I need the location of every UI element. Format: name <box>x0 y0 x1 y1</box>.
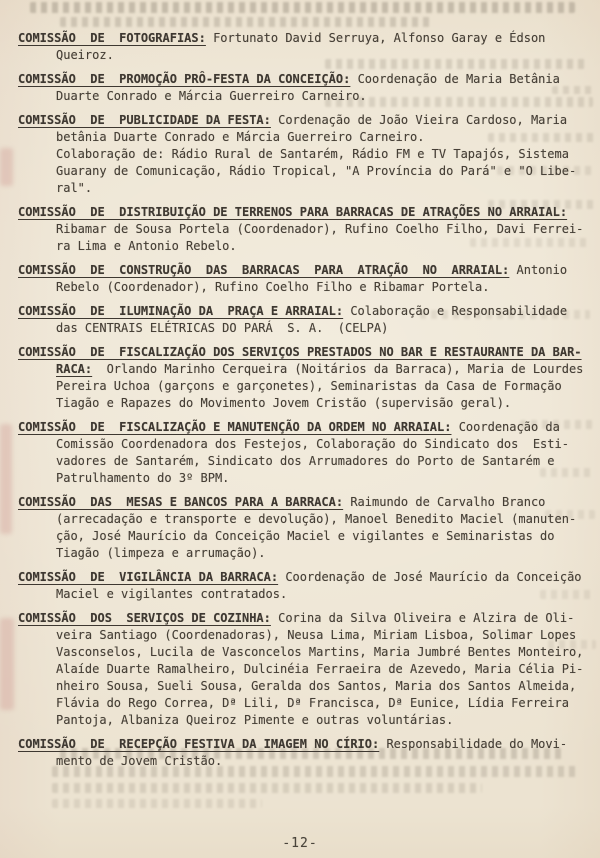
bleedthrough-text-smudge <box>52 783 482 793</box>
commission-text: Pereira Uchoa (garçons e garçonetes), Seminaristas da Casa de Formação <box>56 379 562 393</box>
commission-section-6 <box>18 303 594 337</box>
commission-text: (arrecadação e transporte e devolução), Manoel Benedito Maciel (manuten- <box>56 512 577 526</box>
text-line <box>18 545 594 562</box>
text-line <box>18 661 594 678</box>
document-content <box>18 30 594 777</box>
commission-text: Vasconselos, Lucila de Vasconcelos Martins, Maria Jumbré Bentes Monteiro, <box>56 645 584 659</box>
commission-section-5 <box>18 262 594 296</box>
commission-heading: COMISSÃO DE CONSTRUÇÃO DAS BARRACAS PARA ATRAÇÃO NO ARRAIAL: <box>18 263 510 277</box>
text-line <box>18 129 594 146</box>
bleedthrough-text-smudge <box>52 799 262 808</box>
commission-text: Fortunato David Serruya, Alfonso Garay e Édson <box>205 31 546 45</box>
commission-text: betânia Duarte Conrado e Márcia Guerreiro Carneiro. <box>56 130 425 144</box>
commission-text: Pantoja, Albaniza Queiroz Pimente e outras voluntárias. <box>56 713 454 727</box>
commission-text: Guarany de Comunicação, Rádio Tropical, "A Província do Pará" e "O Libe- <box>56 164 577 178</box>
page-number: -12- <box>282 836 318 851</box>
commission-heading: COMISSÃO DE RECEPÇÃO FESTIVA DA IMAGEM NO CÍRIO: <box>18 737 380 751</box>
text-line <box>18 361 594 378</box>
commission-text: Raimundo de Carvalho Branco <box>343 495 546 509</box>
commission-text: Coordenação da <box>451 420 560 434</box>
text-line <box>18 712 594 729</box>
commission-section-8 <box>18 419 594 487</box>
commission-section-9 <box>18 494 594 562</box>
commission-heading: RACA: <box>56 362 93 376</box>
commission-text: vadores de Santarém, Sindicato dos Arrumadores do Porto de Santarém e <box>56 454 555 468</box>
text-line <box>18 511 594 528</box>
commission-text: Orlando Marinho Cerqueira (Noitários da Barraca), Maria de Lourdes <box>92 362 584 376</box>
text-line <box>18 436 594 453</box>
bleedthrough-text-smudge <box>60 17 430 27</box>
commission-heading: COMISSÃO DAS MESAS E BANCOS PARA A BARRACA: <box>18 495 344 509</box>
commission-section-7 <box>18 344 594 412</box>
commission-text: mento de Jovem Cristão. <box>56 754 223 768</box>
text-line <box>18 71 594 88</box>
text-line <box>18 395 594 412</box>
commission-text: veira Santiago (Coordenadoras), Neusa Lima, Miriam Lisboa, Solimar Lopes <box>56 628 577 642</box>
commission-text: Responsabilidade do Movi- <box>379 737 568 751</box>
commission-text: Coordenação de José Maurício da Conceição <box>278 570 582 584</box>
margin-ink-smudge <box>0 148 13 186</box>
text-line <box>18 180 594 197</box>
commission-text: Tiagão (limpeza e arrumação). <box>56 546 266 560</box>
commission-heading: COMISSÃO DE PROMOÇÃO PRÔ-FESTA DA CONCEIÇÃO: <box>18 72 351 86</box>
commission-text: Coordenação de Maria Betânia <box>350 72 560 86</box>
commission-text: Patrulhamento do 3º BPM. <box>56 471 230 485</box>
text-line <box>18 470 594 487</box>
text-line <box>18 419 594 436</box>
commission-section-11 <box>18 610 594 729</box>
commission-text: nheiro Sousa, Sueli Sousa, Geralda dos Santos, Maria dos Santos Almeida, <box>56 679 577 693</box>
commission-list <box>18 30 594 770</box>
text-line <box>18 146 594 163</box>
commission-text: Maciel e vigilantes contratados. <box>56 587 288 601</box>
commission-section-1 <box>18 30 594 64</box>
text-line <box>18 736 594 753</box>
commission-text: ra Lima e Antonio Rebelo. <box>56 239 237 253</box>
commission-heading: COMISSÃO DE FISCALIZAÇÃO DOS SERVIÇOS PRESTADOS NO BAR E RESTAURANTE DA BAR- <box>18 345 582 359</box>
text-line <box>18 344 594 361</box>
commission-heading: COMISSÃO DE ILUMINAÇÃO DA PRAÇA E ARRAIAL: <box>18 304 344 318</box>
text-line <box>18 88 594 105</box>
commission-heading: COMISSÃO DE FISCALIZAÇÃO E MANUTENÇÃO DA ORDEM NO ARRAIAL: <box>18 420 452 434</box>
text-line <box>18 753 594 770</box>
text-line <box>18 112 594 129</box>
commission-text: Comissão Coordenadora dos Festejos, Colaboração do Sindicato dos Esti- <box>56 437 569 451</box>
text-line <box>18 644 594 661</box>
commission-text: das CENTRAIS ELÉTRICAS DO PARÁ S. A. (CELPA) <box>56 321 389 335</box>
bleedthrough-text-smudge <box>30 2 575 13</box>
commission-text: Antonio <box>509 263 568 277</box>
margin-ink-smudge <box>0 618 14 710</box>
text-line <box>18 204 594 221</box>
text-line <box>18 586 594 603</box>
text-line <box>18 610 594 627</box>
commission-text: Queiroz. <box>56 48 114 62</box>
commission-heading: COMISSÃO DE DISTRIBUIÇÃO DE TERRENOS PARA BARRACAS DE ATRAÇÕES NO ARRAIAL: <box>18 205 568 219</box>
text-line <box>18 528 594 545</box>
text-line <box>18 163 594 180</box>
text-line <box>18 378 594 395</box>
text-line <box>18 303 594 320</box>
commission-text: Rebelo (Coordenador), Rufino Coelho Filho e Ribamar Portela. <box>56 280 490 294</box>
text-line <box>18 678 594 695</box>
commission-heading: COMISSÃO DE VIGILÂNCIA DA BARRACA: <box>18 570 279 584</box>
text-line <box>18 569 594 586</box>
margin-ink-smudge <box>0 424 12 534</box>
commission-text: ção, José Maurício da Conceição Maciel e vigilantes e Seminaristas do <box>56 529 555 543</box>
commission-section-2 <box>18 71 594 105</box>
text-line <box>18 695 594 712</box>
commission-text: Tiagão e Rapazes do Movimento Jovem Cristão (supervisão geral). <box>56 396 512 410</box>
text-line <box>18 320 594 337</box>
commission-text: Colaboração e Responsabilidade <box>343 304 568 318</box>
commission-section-4 <box>18 204 594 255</box>
commission-section-3 <box>18 112 594 197</box>
commission-section-10 <box>18 569 594 603</box>
commission-text: ral". <box>56 181 93 195</box>
commission-heading: COMISSÃO DOS SERVIÇOS DE COZINHA: <box>18 611 271 625</box>
commission-text: Corina da Silva Oliveira e Alzira de Oli- <box>270 611 575 625</box>
commission-text: Cordenação de João Vieira Cardoso, Maria <box>270 113 568 127</box>
commission-heading: COMISSÃO DE PUBLICIDADE DA FESTA: <box>18 113 271 127</box>
text-line <box>18 238 594 255</box>
commission-text: Flávia do Rego Correa, Dª Lili, Dª Francisca, Dª Eunice, Lídia Ferreira <box>56 696 569 710</box>
commission-heading: COMISSÃO DE FOTOGRAFIAS: <box>18 31 206 45</box>
text-line <box>18 279 594 296</box>
commission-text: Duarte Conrado e Márcia Guerreiro Carneiro. <box>56 89 367 103</box>
commission-text: Alaíde Duarte Ramalheiro, Dulcinéia Ferraeira de Azevedo, Maria Célia Pi- <box>56 662 584 676</box>
text-line <box>18 262 594 279</box>
text-line <box>18 47 594 64</box>
text-line <box>18 30 594 47</box>
text-line <box>18 627 594 644</box>
commission-text: Colaboração de: Rádio Rural de Santarém, Rádio FM e TV Tapajós, Sistema <box>56 147 569 161</box>
text-line <box>18 494 594 511</box>
commission-text: Ribamar de Sousa Portela (Coordenador), Rufino Coelho Filho, Davi Ferrei- <box>56 222 584 236</box>
commission-section-12 <box>18 736 594 770</box>
text-line <box>18 453 594 470</box>
text-line <box>18 221 594 238</box>
